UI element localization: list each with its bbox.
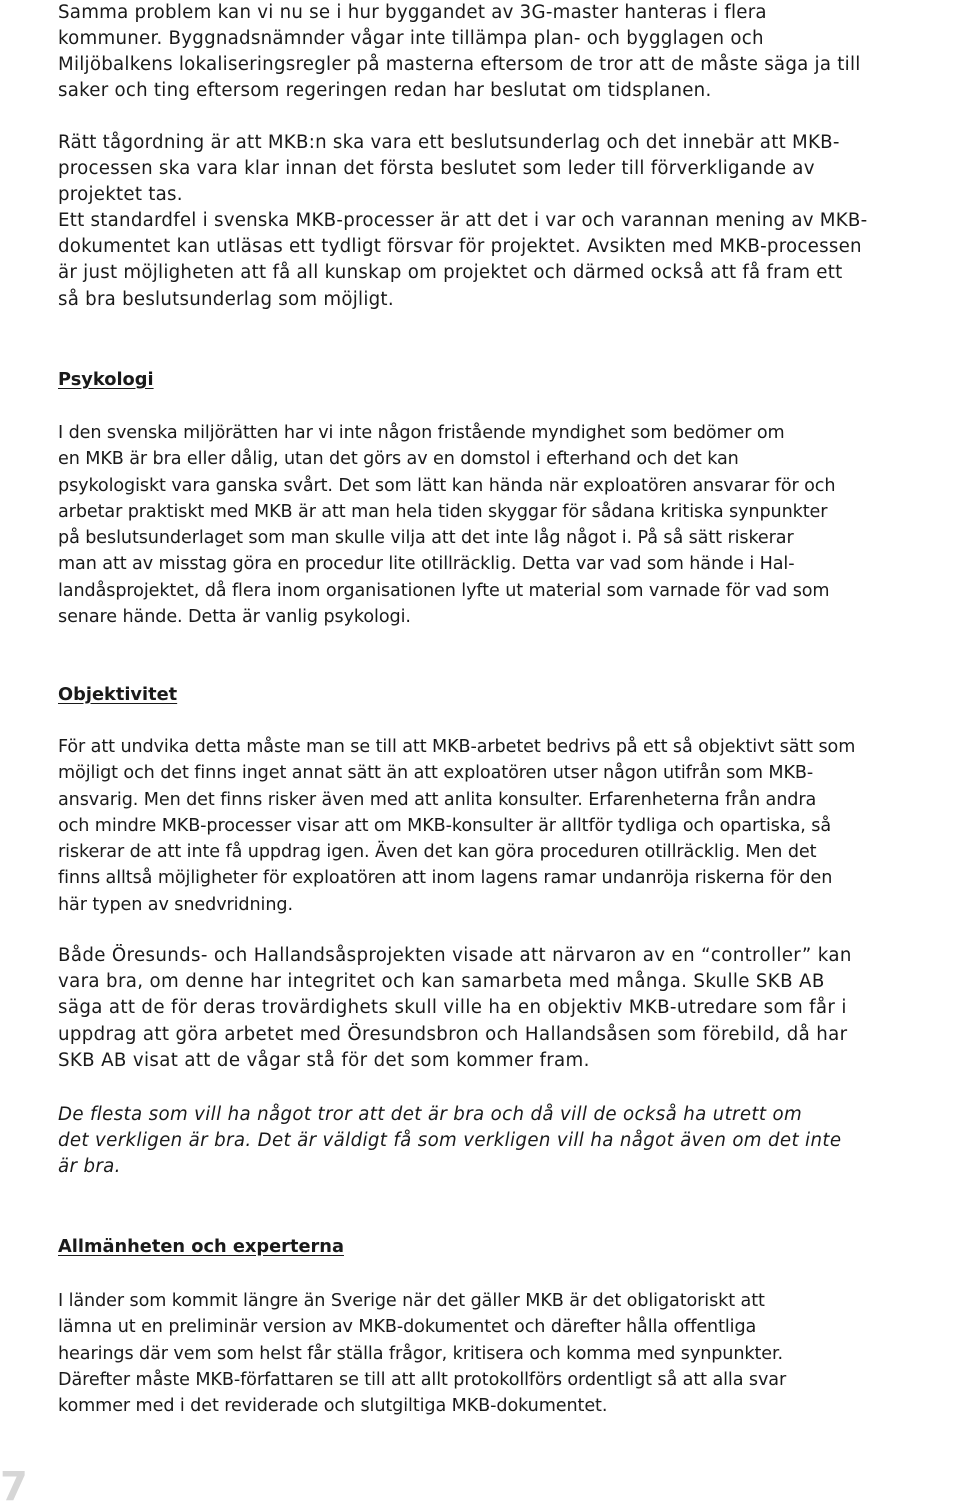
text-line: vara bra, om denne har integritet och kan samarbeta med många. Skulle SKB AB <box>58 971 825 993</box>
text-line: saker och ting eftersom regeringen redan har beslutat om tidsplanen. <box>58 80 712 102</box>
page-number: 7 <box>0 1464 28 1510</box>
text-line: senare hände. Detta är vanlig psykologi. <box>58 607 411 628</box>
text-line: arbetar praktiskt med MKB är att man hela tiden skyggar för sådana kritiska synpunkter <box>58 501 828 522</box>
text-line: psykologiskt vara ganska svårt. Det som lätt kan hända när exploatören ansvarar för och <box>58 475 836 496</box>
section-heading-psykologi: Psykologi <box>58 369 154 390</box>
text-line: kommuner. Byggnadsnämnder vågar inte tillämpa plan- och bygglagen och <box>58 28 764 50</box>
text-line: man att av misstag göra en procedur lite otillräcklig. Detta var vad som hände i Hal- <box>58 554 795 575</box>
text-line: projektet tas. <box>58 184 183 206</box>
text-line: och mindre MKB-processer visar att om MKB-konsulter är alltför tydliga och opartiska, så <box>58 815 832 836</box>
text-line: en MKB är bra eller dålig, utan det görs av en domstol i efterhand och det kan <box>58 449 739 470</box>
text-line: Därefter måste MKB-författaren se till att allt protokollförs ordentligt så att alla svar <box>58 1369 787 1390</box>
text-line: De flesta som vill ha något tror att det är bra och då vill de också ha utrett om <box>58 1104 803 1125</box>
text-line: dokumentet kan utläsas ett tydligt försvar för projektet. Avsikten med MKB-processen <box>58 236 862 258</box>
text-line: Rätt tågordning är att MKB:n ska vara ett beslutsunderlag och det innebär att MKB- <box>58 132 840 153</box>
intro-paragraph-2 <box>58 130 867 313</box>
text-line: För att undvika detta måste man se till att MKB-arbetet bedrivs på ett så objektivt sätt som <box>58 737 856 757</box>
section-heading-allmanheten: Allmänheten och experterna <box>58 1236 344 1257</box>
objektivitet-paragraph-2 <box>58 943 852 1074</box>
text-line: här typen av snedvridning. <box>58 894 293 915</box>
text-line: lämna ut en preliminär version av MKB-dokumentet och därefter hålla offentliga <box>58 1317 757 1338</box>
text-line: det verkligen är bra. Det är väldigt få som verkligen vill ha något även om det inte <box>58 1130 842 1152</box>
text-line: I länder som kommit längre än Sverige när det gäller MKB är det obligatoriskt att <box>58 1291 765 1311</box>
allmanheten-paragraph <box>58 1288 786 1419</box>
text-line: riskerar de att inte få uppdrag igen. Även det kan göra proceduren otillräcklig. Men det <box>58 842 817 863</box>
text-line: så bra beslutsunderlag som möjligt. <box>58 288 394 310</box>
text-line: Miljöbalkens lokaliseringsregler på masterna eftersom de tror att de måste säga ja till <box>58 54 861 76</box>
text-line: Både Öresunds- och Hallandsåsprojekten visade att närvaron av en “controller” kan <box>58 945 852 966</box>
text-line: på beslutsunderlaget som man skulle vilja att det inte låg något i. På så sätt riskerar <box>58 528 794 549</box>
text-line: SKB AB visat att de vågar stå för det som kommer fram. <box>58 1049 590 1071</box>
text-line: ansvarig. Men det finns risker även med att anlita konsulter. Erfarenheterna från andra <box>58 789 817 810</box>
text-line: Ett standardfel i svenska MKB-processer är att det i var och varannan mening av MKB- <box>58 210 868 232</box>
text-line: landåsprojektet, då flera inom organisationen lyfte ut material som varnade för vad som <box>58 580 830 601</box>
objektivitet-paragraph-1 <box>58 734 855 918</box>
text-line: Samma problem kan vi nu se i hur byggandet av 3G-master hanteras i flera <box>58 2 767 23</box>
psykologi-paragraph <box>58 420 835 630</box>
text-line: hearings där vem som helst får ställa frågor, kritisera och komma med synpunkter. <box>58 1343 784 1364</box>
text-line: möjligt och det finns inget annat sätt än att exploatören utser någon utifrån som MKB- <box>58 763 814 784</box>
text-line: kommer med i det reviderade och slutgiltiga MKB-dokumentet. <box>58 1396 608 1417</box>
text-line: säga att de för deras trovärdighets skull ville ha en objektiv MKB-utredare som får i <box>58 997 847 1019</box>
text-line: är bra. <box>58 1156 121 1178</box>
objektivitet-quote <box>58 1102 841 1181</box>
text-line: finns alltså möjligheter för exploatören att inom lagens ramar undanröja riskerna för den <box>58 868 833 889</box>
section-heading-objektivitet: Objektivitet <box>58 684 178 705</box>
text-line: I den svenska miljörätten har vi inte någon fristående myndighet som bedömer om <box>58 423 785 443</box>
text-line: är just möjligheten att få all kunskap om projektet och därmed också att få fram ett <box>58 262 843 284</box>
intro-paragraph-1 <box>58 0 861 104</box>
text-line: processen ska vara klar innan det första beslutet som leder till förverkligande av <box>58 158 815 180</box>
text-line: uppdrag att göra arbetet med Öresundsbron och Hallandsåsen som förebild, då har <box>58 1023 848 1045</box>
